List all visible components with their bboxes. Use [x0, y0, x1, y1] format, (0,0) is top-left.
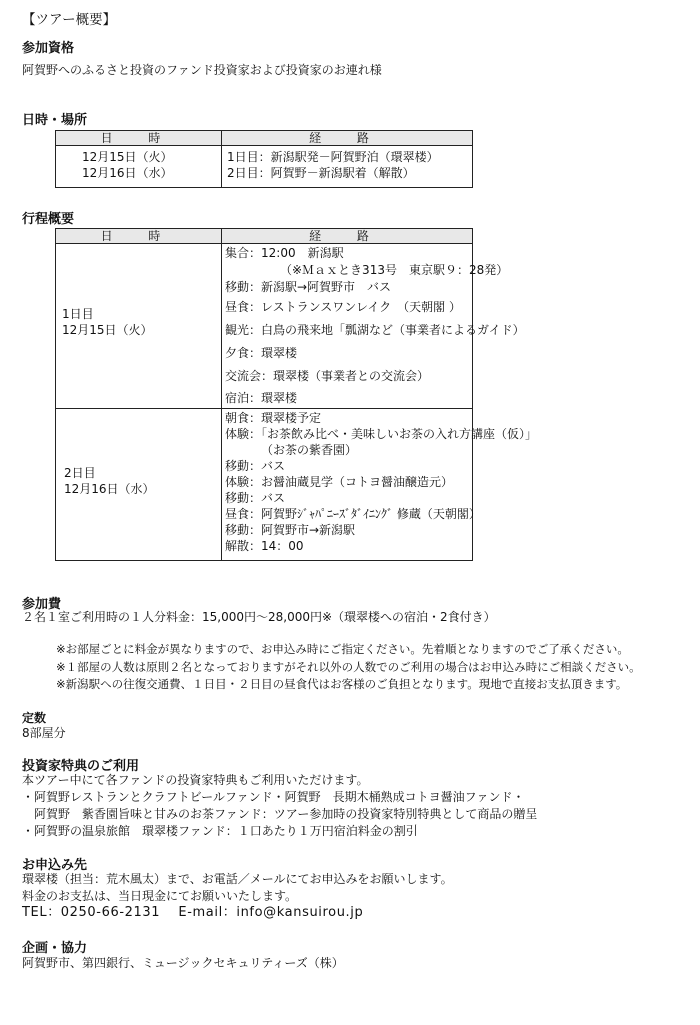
benefits-line: ・阿賀野レストランとクラフトビールファンド・阿賀野 長期木桶熟成コトヨ醤油ファンド・: [22, 790, 525, 804]
date-line: 12月15日（火）: [82, 150, 173, 164]
table-row: [56, 146, 473, 188]
day1-line: 集合：12:00 新潟駅: [225, 246, 344, 260]
fee-heading: 参加費: [22, 597, 62, 612]
application-contact: TEL：0250-66-2131 E-mail：info@kansuirou.jp: [22, 905, 364, 920]
day2-line: 体験：お醤油蔵見学（コトヨ醤油醸造元）: [225, 475, 454, 489]
datetime-place-heading: 日時・場所: [22, 113, 88, 128]
table-header-row: [56, 131, 473, 146]
day2-line: 移動：バス: [225, 459, 286, 473]
dates-cell: [56, 146, 222, 188]
table-row-day1: [56, 244, 473, 409]
doc-title: 【ツアー概要】: [22, 12, 117, 28]
day2-route-cell: [222, 409, 538, 561]
day1-date: 12月15日（火）: [62, 323, 153, 337]
capacity-heading: 定数: [22, 711, 47, 725]
organizers-text: 阿賀野市、第四銀行、ミュージックセキュリティーズ（株）: [22, 956, 344, 970]
col-date-header: 日 時: [56, 229, 222, 244]
organizers-heading: 企画・協力: [22, 941, 88, 956]
day1-line: 宿泊：環翠楼: [225, 391, 298, 405]
day2-line: 昼食：阿賀野ｼﾞｬﾊﾟﾆｰｽﾞﾀﾞｲﾆﾝｸﾞ 修蔵（天朝閣）: [225, 507, 481, 521]
fee-main: ２名１室ご利用時の１人分料金：15,000円～28,000円※（環翠楼への宿泊・2食付き）: [22, 610, 496, 624]
col-route-header: 経 路: [222, 131, 473, 146]
day2-line: 移動：バス: [225, 491, 286, 505]
day2-line: （お茶の紫香園）: [261, 443, 358, 457]
day2-date: 12月16日（水）: [64, 481, 155, 496]
route-line: 2日目：阿賀野－新潟駅着（解散）: [227, 166, 415, 180]
day2-line: 朝食：環翠楼予定: [225, 411, 322, 425]
day2-date-cell: [56, 409, 222, 561]
fee-note: ※お部屋ごとに料金が異なりますので、お申込み時にご指定ください。先着順となりますのでご了承ください。: [56, 642, 629, 656]
fee-note: ※１部屋の人数は原則２名となっておりますがそれ以外の人数でのご利用の場合はお申込み時にご相談ください。: [56, 660, 641, 674]
day1-line: 観光：白鳥の飛来地「瓢湖など（事業者によるガイド）: [225, 323, 525, 337]
datetime-place-table: [55, 130, 473, 188]
benefits-line: ・阿賀野の温泉旅館 環翠楼ファンド：１口あたり１万円宿泊料金の割引: [22, 824, 418, 838]
capacity-text: 8部屋分: [22, 726, 66, 740]
application-heading: お申込み先: [22, 858, 88, 873]
day1-route-cell: [222, 244, 525, 409]
application-line: 料金のお支払は、当日現金にてお願いいたします。: [22, 889, 298, 903]
day1-line: 交流会：環翠楼（事業者との交流会）: [225, 369, 430, 383]
day1-line: 移動：新潟駅→阿賀野市 バス: [225, 280, 392, 294]
benefits-heading: 投資家特典のご利用: [22, 759, 140, 774]
day2-label: 2日目: [64, 465, 96, 480]
day1-date-cell: [56, 244, 222, 409]
itinerary-table: [55, 228, 538, 561]
day2-line: 体験：「お茶飲み比べ・美味しいお茶の入れ方講座（仮）」: [225, 427, 538, 441]
day2-line: 移動：阿賀野市→新潟駅: [225, 523, 356, 537]
benefits-line: 本ツアー中にて各ファンドの投資家特典もご利用いただけます。: [22, 773, 369, 787]
col-route-header: 経 路: [222, 229, 473, 244]
application-line: 環翠楼（担当：荒木風太）まで、お電話／メールにてお申込みをお願いします。: [22, 872, 453, 886]
routes-cell: [222, 146, 473, 188]
day2-line: 解散：14：00: [225, 539, 304, 553]
eligibility-heading: 参加資格: [22, 41, 75, 56]
table-row-day2: [56, 409, 473, 561]
fee-note: ※新潟駅への往復交通費、１日目・２日目の昼食代はお客様のご負担となります。現地で直接お支払頂きます。: [56, 677, 628, 691]
day1-label: 1日目: [62, 307, 94, 321]
day1-line: 夕食：環翠楼: [225, 346, 298, 360]
date-line: 12月16日（水）: [82, 166, 173, 180]
day1-line: （※Ｍａｘとき313号 東京駅９：28発）: [280, 263, 509, 277]
table-header-row: [56, 229, 473, 244]
route-line: 1日目：新潟駅発－阿賀野泊（環翠楼）: [227, 150, 439, 164]
eligibility-text: 阿賀野へのふるさと投資のファンド投資家および投資家のお連れ様: [22, 63, 382, 77]
benefits-line: 阿賀野 紫香園旨味と甘みのお茶ファンド：ツアー参加時の投資家特別特典として商品の贈呈: [22, 807, 538, 821]
itinerary-heading: 行程概要: [22, 212, 75, 227]
day1-line: 昼食：レストランスワンレイク （天朝閣 ）: [225, 300, 461, 314]
col-date-header: 日 時: [56, 131, 222, 146]
